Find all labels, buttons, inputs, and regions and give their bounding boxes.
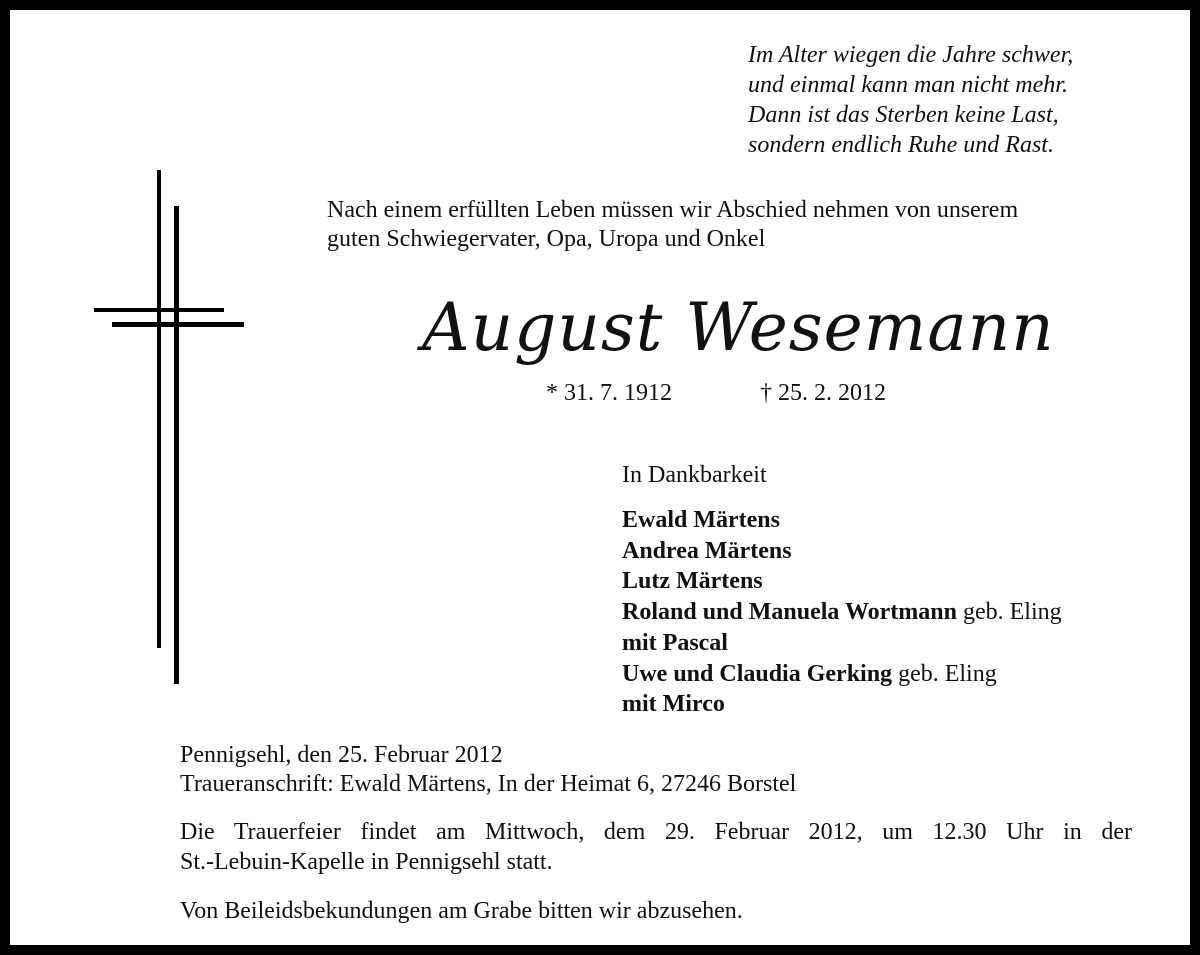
ceremony-line: Die Trauerfeier findet am Mittwoch, dem 29. Februar 2012, um 12.30 Uhr in der: [180, 819, 1132, 845]
place-and-address: [180, 741, 796, 799]
mourner-name: Roland und Manuela Wortmann: [622, 599, 957, 626]
deceased-name: August Wesemann: [422, 289, 1055, 366]
birth-date: * 31. 7. 1912: [546, 380, 672, 406]
cross-right-vertical: [174, 206, 179, 684]
mourner-name: Lutz Märtens: [622, 568, 763, 595]
ceremony-line: St.-Lebuin-Kapelle in Pennigsehl statt.: [180, 849, 553, 875]
mourner-row: [622, 566, 1062, 597]
poem-line: und einmal kann man nicht mehr.: [748, 72, 1068, 98]
mourner-row: [622, 628, 1062, 659]
intro-line: guten Schwiegervater, Opa, Uropa und Onkel: [327, 226, 766, 252]
ceremony-info: [180, 817, 1132, 877]
mourner-name: Ewald Märtens: [622, 507, 780, 533]
mourner-name: mit Pascal: [622, 629, 728, 656]
mourner-row: [622, 659, 1062, 690]
poem: [748, 40, 1073, 160]
gratitude-heading: In Dankbarkeit: [622, 462, 767, 488]
poem-line: Im Alter wiegen die Jahre schwer,: [748, 42, 1074, 68]
mourner-note: geb. Eling: [956, 599, 1062, 626]
place-date: Pennigsehl, den 25. Februar 2012: [180, 742, 503, 768]
mourner-note: geb. Eling: [892, 660, 997, 687]
double-cross-icon: [90, 170, 250, 690]
mourners-list: [622, 505, 1062, 720]
poem-line: sondern endlich Ruhe und Rast.: [748, 132, 1054, 158]
mourner-row: [622, 689, 1062, 720]
mourner-row: [622, 597, 1062, 628]
cross-left-vertical: [157, 170, 161, 648]
mourner-name: mit Mirco: [622, 691, 725, 718]
mourner-name: Andrea Märtens: [622, 537, 792, 564]
cross-right-horizontal: [112, 322, 244, 327]
mourner-name: Uwe und Claudia Gerking: [622, 660, 893, 687]
mourning-address: Traueranschrift: Ewald Märtens, In der Heimat 6, 27246 Borstel: [180, 771, 797, 797]
condolence-note: Von Beileidsbekundungen am Grabe bitten wir abzusehen.: [180, 898, 743, 924]
poem-line: Dann ist das Sterben keine Last,: [748, 102, 1059, 128]
mourner-row: [622, 505, 1062, 536]
mourner-row: [622, 536, 1062, 567]
death-date: † 25. 2. 2012: [760, 380, 886, 406]
cross-left-horizontal: [94, 308, 224, 312]
intro-line: Nach einem erfüllten Leben müssen wir Abschied nehmen von unserem: [327, 197, 1019, 223]
intro-text: [327, 196, 1018, 254]
